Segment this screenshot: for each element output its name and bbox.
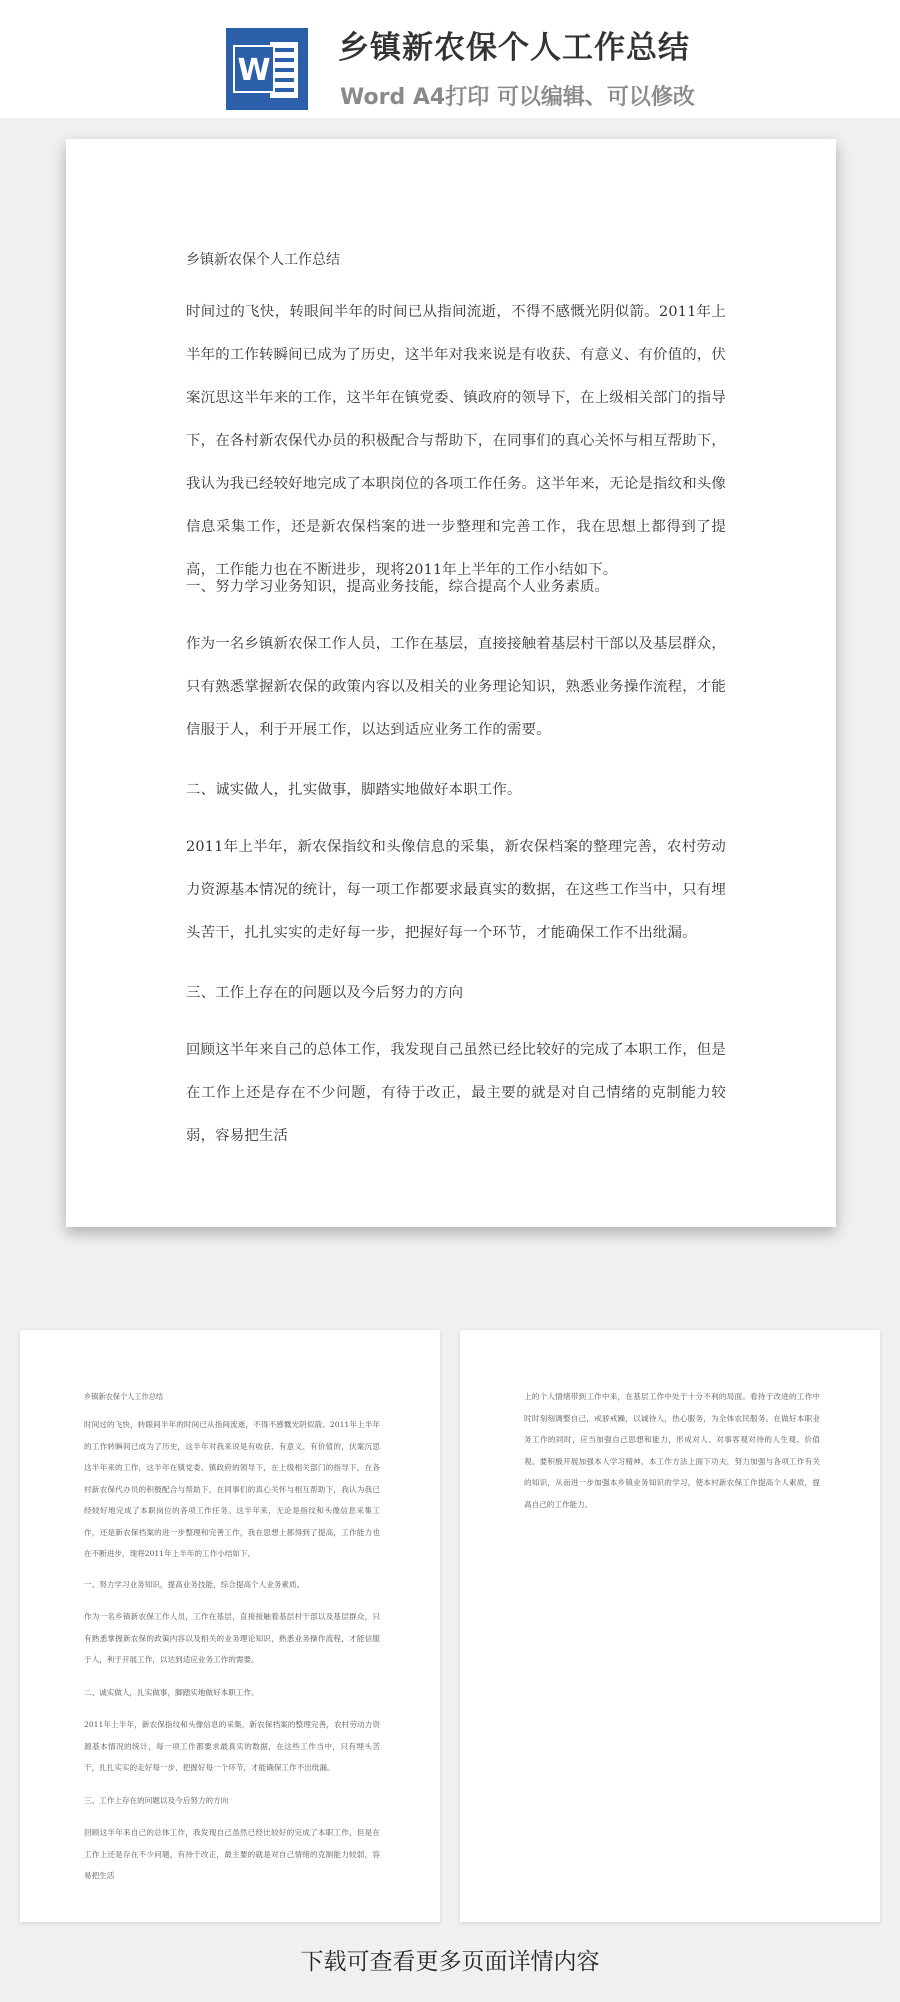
header-title: 乡镇新农保个人工作总结	[338, 30, 690, 66]
header-banner	[0, 0, 900, 118]
word-doc-icon	[226, 28, 308, 110]
paragraph-intro: 时间过的飞快，转眼间半年的时间已从指间流逝，不得不感慨光阴似箭。2011年上半年的工作转瞬间已成为了历史，这半年对我来说是有收获、有意义、有价值的，伏案沉思这半年来的工作，这半年在镇党委、镇政府的领导下，在上级相关部门的指导下，在各村新农保代办员的积极配合与帮助下，在同事们的真心关怀与相互帮助下，我认为我已经较好地完成了本职岗位的各项工作任务。这半年来，无论是指纹和头像信息采集工作，还是新农保档案的进一步整理和完善工作，我在思想上都得到了提高，工作能力也在不断进步，现将2011年上半年的工作小结如下。	[186, 304, 726, 578]
thumbnail-title: 乡镇新农保个人工作总结	[84, 1392, 164, 1401]
thumbnail-heading: 二、诚实做人，扎实做事，脚踏实地做好本职工作。	[84, 1688, 259, 1697]
section-heading-3: 三、工作上存在的问题以及今后努力的方向	[186, 985, 464, 1001]
thumbnail-paragraph: 2011年上半年，新农保指纹和头像信息的采集，新农保档案的整理完善，农村劳动力资源基本情况的统计，每一项工作都要求最真实的数据，在这些工作当中，只有埋头苦干，扎扎实实的走好每一步，把握好每一个环节，才能确保工作不出纰漏。	[84, 1720, 380, 1772]
document-page-preview	[66, 139, 836, 1227]
thumbnail-heading: 三、工作上存在的问题以及今后努力的方向	[84, 1796, 229, 1805]
thumbnail-page-2[interactable]	[460, 1330, 880, 1922]
thumbnail-paragraph: 上的个人情绪带到工作中来，在基层工作中处于十分不利的局面。看待于改进的工作中时时刻刻调整自己，戒骄戒躁，以诚待人，热心服务，为全体农民服务。在做好本职业务工作的同时，应当加强自己思想和能力，形成对人、对事客观对待的人生观、价值观。要积极开展加强本人学习精神、本工作方法上面下功夫，努力加强与各项工作有关的知识，从而进一步加强本乡镇业务知识的学习，使本村新农保工作提高个人素质，提高自己的工作能力。	[524, 1392, 820, 1509]
download-hint: 下载可查看更多页面详情内容	[300, 1949, 600, 1975]
thumbnail-paragraph: 作为一名乡镇新农保工作人员，工作在基层，直接接触着基层村干部以及基层群众，只有熟悉掌握新农保的政策内容以及相关的业务理论知识，熟悉业务操作流程，才能信服于人，利于开展工作，以达到适应业务工作的需要。	[84, 1612, 380, 1664]
thumbnail-paragraph: 回顾这半年来自己的总体工作，我发现自己虽然已经比较好的完成了本职工作，但是在工作上还是存在不少问题，有待于改正，最主要的就是对自己情绪的克制能力较弱，容易把生活	[84, 1828, 380, 1880]
section-heading-1: 一、努力学习业务知识，提高业务技能，综合提高个人业务素质。	[186, 579, 610, 595]
document-title: 乡镇新农保个人工作总结	[186, 252, 340, 268]
thumbnail-paragraph: 时间过的飞快，转眼间半年的时间已从指间流逝，不得不感慨光阴似箭。2011年上半年的工作转瞬间已成为了历史，这半年对我来说是有收获、有意义、有价值的，伏案沉思这半年来的工作，这半年在镇党委、镇政府的领导下，在上级相关部门的指导下，在各村新农保代办员的积极配合与帮助下，在同事们的真心关怀与相互帮助下，我认为我已经较好地完成了本职岗位的各项工作任务。这半年来，无论是指纹和头像信息采集工作，还是新农保档案的进一步整理和完善工作，我在思想上都得到了提高，工作能力也在不断进步，现将2011年上半年的工作小结如下。	[84, 1420, 380, 1558]
thumbnail-heading: 一、努力学习业务知识，提高业务技能，综合提高个人业务素质。	[84, 1580, 305, 1589]
paragraph-section-3: 回顾这半年来自己的总体工作，我发现自己虽然已经比较好的完成了本职工作，但是在工作上还是存在不少问题，有待于改正，最主要的就是对自己情绪的克制能力较弱，容易把生活	[186, 1042, 726, 1144]
section-heading-2: 二、诚实做人，扎实做事，脚踏实地做好本职工作。	[186, 782, 522, 798]
paragraph-section-2: 2011年上半年，新农保指纹和头像信息的采集，新农保档案的整理完善，农村劳动力资源基本情况的统计，每一项工作都要求最真实的数据，在这些工作当中，只有埋头苦干，扎扎实实的走好每一步，把握好每一个环节，才能确保工作不出纰漏。	[186, 839, 726, 941]
thumbnail-page-1[interactable]	[20, 1330, 440, 1922]
word-icon-letter: W	[237, 53, 271, 88]
paragraph-section-1: 作为一名乡镇新农保工作人员，工作在基层，直接接触着基层村干部以及基层群众，只有熟悉掌握新农保的政策内容以及相关的业务理论知识，熟悉业务操作流程，才能信服于人，利于开展工作，以达到适应业务工作的需要。	[186, 636, 726, 738]
header-subtitle: Word A4打印 可以编辑、可以修改	[340, 85, 695, 110]
